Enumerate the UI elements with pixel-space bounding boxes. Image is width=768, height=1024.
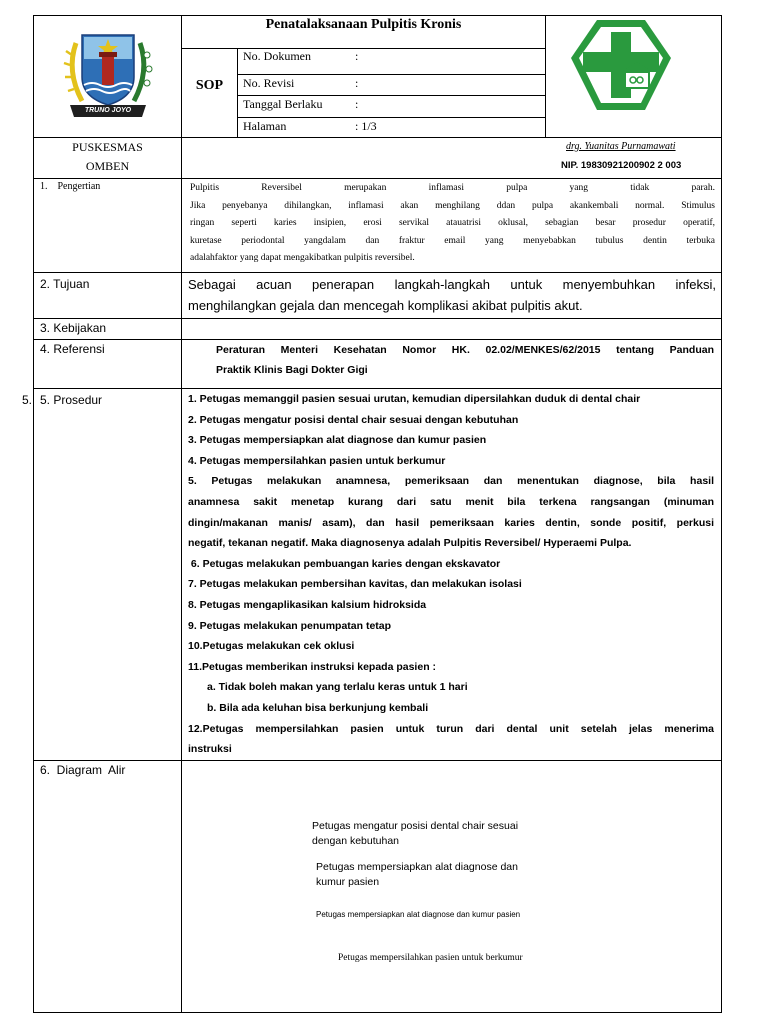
revision-value: : xyxy=(355,76,359,90)
prosedur-step: 5. Petugas melakukan anamnesa, pemeriksaan dan menentukan diagnose, bila hasil xyxy=(188,475,714,488)
prosedur-outside-number: 5. xyxy=(22,393,33,407)
referensi-line: Peraturan Menteri Kesehatan Nomor HK. 02.02/MENKES/62/2015 tentang Panduan xyxy=(216,344,714,356)
prosedur-step: dingin/makanan manis/ asam), dan hasil pemeriksaan karies dentin, sonde positif, perkusi xyxy=(188,516,714,529)
pengertian-line: Jika penyebanya dihilangkan, inflamasi akan menghilang ddan pulpa akankembali normal. Stimulus xyxy=(190,200,715,211)
referensi-line: Praktik Klinis Bagi Dokter Gigi xyxy=(216,364,368,376)
prosedur-step: negatif, tekanan negatif. Maka diagnosenya adalah Pulpitis Reversibel/ Hyperaemi Pulpa. xyxy=(188,537,632,550)
diagram-label: 6. Diagram Alir xyxy=(40,763,126,777)
prosedur-step: 10.Petugas melakukan cek oklusi xyxy=(188,640,355,653)
referensi-text xyxy=(216,340,714,380)
flow-step-text: Petugas mempersiapkan alat diagnose dan xyxy=(316,861,518,873)
logo-banner-text: TRUNO JOYO xyxy=(84,107,132,114)
prosedur-label: 5. Prosedur xyxy=(40,393,103,407)
signer-name: drg. Yuanitas Purnamawati xyxy=(566,141,676,152)
tujuan-label: 2. Tujuan xyxy=(40,277,90,291)
pengertian-line: ringan seperti karies insipien, erosi servikal atauatrisi oklusal, sebagian besar prosedur operatif, xyxy=(190,218,715,228)
prosedur-step: 11.Petugas memberikan instruksi kepada pasien : xyxy=(188,660,437,673)
prosedur-step: 8. Petugas mengaplikasikan kalsium hidroksida xyxy=(188,598,427,611)
prosedur-step: 1. Petugas memanggil pasien sesuai urutan, kemudian dipersilahkan duduk di dental chair xyxy=(188,393,641,405)
kebijakan-label: 3. Kebijakan xyxy=(40,321,107,335)
prosedur-steps xyxy=(188,389,714,760)
prosedur-step: 3. Petugas mempersiapkan alat diagnose dan kumur pasien xyxy=(188,434,487,447)
doc-number-label: No. Dokumen xyxy=(243,49,311,63)
referensi-label: 4. Referensi xyxy=(40,342,105,356)
signer-nip: NIP. 19830921200902 2 003 xyxy=(561,160,682,171)
prosedur-substep: b. Bila ada keluhan bisa berkunjung kembali xyxy=(207,701,429,714)
flow-step-3: Petugas mempersiapkan alat diagnose dan kumur pasien xyxy=(316,910,521,919)
flow-step-text: kumur pasien xyxy=(316,876,380,888)
effective-date-label: Tanggal Berlaku xyxy=(243,97,323,111)
tujuan-line: menghilangkan gejala dan mencegah komplikasi akibat pulpitis akut. xyxy=(188,298,583,313)
flow-step-text: Petugas mengatur posisi dental chair sesuai xyxy=(312,820,519,832)
health-cross-icon xyxy=(569,18,673,114)
org-name-line2: OMBEN xyxy=(85,159,130,173)
page-label: Halaman xyxy=(243,119,287,133)
tujuan-text xyxy=(188,274,716,316)
doc-number-value: : xyxy=(355,49,359,63)
prosedur-step: 9. Petugas melakukan penumpatan tetap xyxy=(188,619,392,632)
org-name-line1: PUSKESMAS xyxy=(72,140,143,154)
sop-label: SOP xyxy=(195,78,224,93)
prosedur-step: 4. Petugas mempersilahkan pasien untuk berkumur xyxy=(188,454,446,467)
prosedur-step: anamnesa sakit menetap kurang dari satu menit bila terkena rangsangan (minuman xyxy=(188,495,714,508)
page-value: : 1/3 xyxy=(355,119,377,133)
tujuan-line: Sebagai acuan penerapan langkah-langkah untuk menyembuhkan infeksi, xyxy=(188,277,716,292)
pengertian-label: 1. Pengertian xyxy=(40,181,101,192)
revision-label: No. Revisi xyxy=(243,76,295,90)
prosedur-step: 2. Petugas mengatur posisi dental chair sesuai dengan kebutuhan xyxy=(188,413,519,426)
prosedur-step: 6. Petugas melakukan pembuangan karies dengan ekskavator xyxy=(188,557,501,570)
pengertian-line: kuretase periodontal yangdalam dan fraktur email yang menyebabkan tubulus dentin terbuka xyxy=(190,235,715,246)
pengertian-line: Pulpitis Reversibel merupakan inflamasi pulpa yang tidak parah. xyxy=(190,183,715,193)
flow-step-4: Petugas mempersilahkan pasien untuk berkumur xyxy=(338,953,523,963)
pengertian-text xyxy=(190,180,715,268)
flow-step-2 xyxy=(316,860,518,888)
regency-logo xyxy=(62,25,154,121)
puskesmas-logo xyxy=(569,18,673,114)
prosedur-step: 7. Petugas melakukan pembersihan kavitas, dan melakukan isolasi xyxy=(188,578,522,591)
pengertian-line: adalahfaktor yang dapat mengakibatkan pulpitis reversibel. xyxy=(190,253,415,263)
prosedur-substep: a. Tidak boleh makan yang terlalu keras untuk 1 hari xyxy=(207,681,468,694)
prosedur-step: 12.Petugas mempersilahkan pasien untuk turun dari dental unit setelah jelas menerima xyxy=(188,722,714,735)
prosedur-step: instruksi xyxy=(188,743,232,756)
effective-date-value: : xyxy=(355,97,359,111)
page-title: Penatalaksanaan Pulpitis Kronis xyxy=(265,17,462,32)
flow-step-text: dengan kebutuhan xyxy=(312,835,399,847)
flow-step-1 xyxy=(312,819,518,849)
